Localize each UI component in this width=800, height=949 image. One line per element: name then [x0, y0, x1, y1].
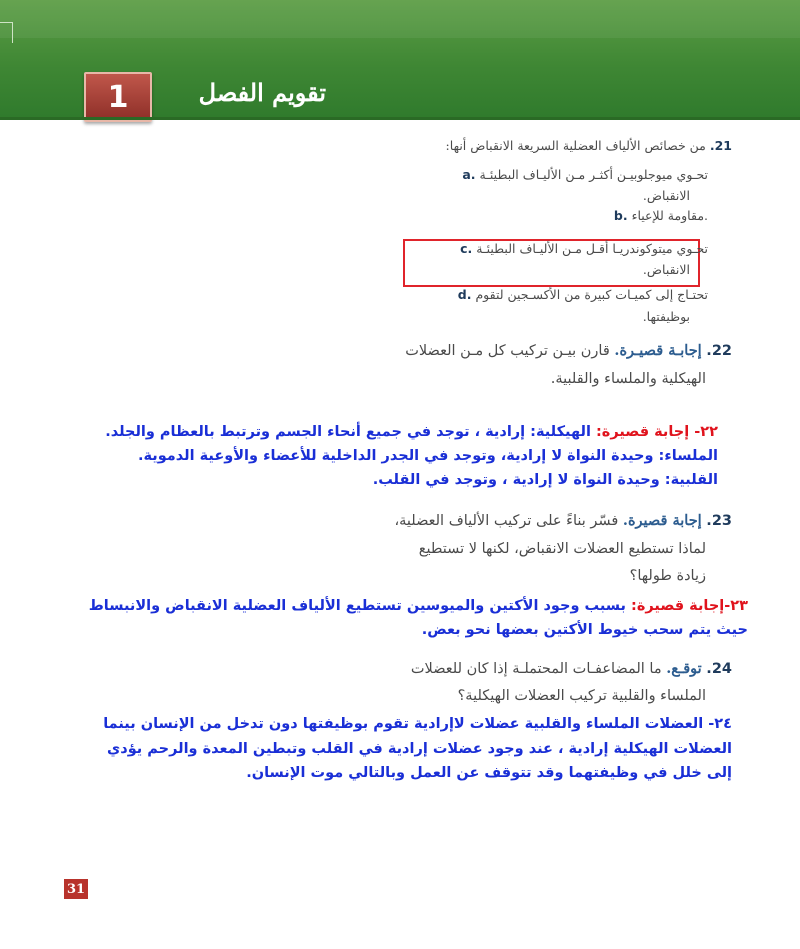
q21-option-c	[460, 241, 708, 256]
q21-option-a	[462, 167, 708, 182]
q24-lead: توقـع.	[666, 660, 702, 677]
chapter-header-band	[0, 0, 800, 120]
a23-label: ٢٣-إجابة قصيرة:	[631, 598, 748, 614]
q21-option-b	[614, 208, 708, 223]
a23-line-1	[89, 598, 748, 614]
chapter-number-badge: 1	[84, 72, 152, 122]
a24-line-2: العضلات الهيكلية إرادية ، عند وجود عضلات إرادية في القلب وتبطين المعدة والرحم يؤدي	[106, 741, 732, 757]
a22-text: الهيكلية: إرادية ، توجد في جميع أنحاء الجسم وترتبط بالعظام والجلد.	[105, 424, 591, 440]
a23-line-2: حيث يتم سحب خيوط الأكتين بعضها نحو بعض.	[421, 622, 748, 638]
option-text: تحـوي ميتوكوندريـا أقـل مـن الأليـاف البطيئـة	[476, 241, 708, 256]
q23-lead: إجابة قصيرة.	[622, 512, 702, 529]
q22-lead: إجابـة قصيـرة.	[614, 342, 702, 359]
option-letter: d.	[457, 287, 472, 302]
q23-line-3: زيادة طولها؟	[629, 568, 706, 584]
q21-stem-line	[446, 138, 732, 153]
a22-label: ٢٢- إجابة قصيرة:	[596, 424, 718, 440]
q22-line-2: الهيكلية والملساء والقلبية.	[550, 371, 706, 387]
option-letter: c.	[460, 241, 473, 256]
crop-mark	[0, 22, 13, 43]
chapter-title: تقويم الفصل	[198, 78, 326, 107]
q21-option-d-cont: بوظيفتها.	[642, 309, 690, 324]
q21-stem: من خصائص الألياف العضلية السريعة الانقباض أنها:	[445, 138, 706, 153]
q23-line-2: لماذا تستطيع العضلات الانقباض، لكنها لا تستطيع	[418, 541, 706, 557]
a24-line-3: إلى خلل في وظيفتهما وقد تتوقف عن العمل وبالتالي موت الإنسان.	[246, 765, 732, 781]
q22-text: قارن بيـن تركيب كل مـن العضلات	[405, 343, 610, 359]
option-text: تحتـاج إلى كميـات كبيرة من الأكسـجين لتقوم	[475, 287, 708, 302]
option-letter: a.	[462, 167, 476, 182]
q22-number: 22.	[706, 343, 732, 359]
q22-line-1	[405, 342, 732, 359]
a22-line-3: القلبية: وحيدة النواة لا إرادية ، وتوجد في القلب.	[372, 472, 718, 488]
q24-line-1	[411, 660, 732, 677]
option-letter: b.	[613, 208, 628, 223]
a24-line-1: ٢٤- العضلات الملساء والقلبية عضلات لاإرادية تقوم بوظيفتها دون تدخل من الإنسان بينما	[103, 716, 732, 732]
option-text: مقاومة للإعياء.	[631, 208, 708, 223]
a23-text: بسبب وجود الأكتين والميوسين تستطيع الألياف العضلية الانقباض والانبساط	[88, 598, 626, 614]
q21-option-c-cont: الانقباض.	[642, 262, 690, 277]
q21-number: 21.	[709, 138, 732, 153]
a22-line-1	[105, 424, 718, 440]
q23-text: فسّر بناءً على تركيب الألياف العضلية،	[394, 513, 619, 529]
option-text: تحـوي ميوجلوبيـن أكثـر مـن الأليـاف البطيئـة	[479, 167, 708, 182]
a22-line-2: الملساء: وحيدة النواة لا إرادية، وتوجد في الجدر الداخلية للأعضاء والأوعية الدموية.	[137, 448, 718, 464]
q24-number: 24.	[706, 661, 732, 677]
q21-option-d	[458, 287, 708, 302]
q21-option-a-cont: الانقباض.	[642, 188, 690, 203]
q24-text: ما المضاعفـات المحتملـة إذا كان للعضلات	[410, 661, 662, 677]
q23-line-1	[394, 512, 732, 529]
page-number: 31	[64, 879, 88, 899]
q23-number: 23.	[706, 513, 732, 529]
q24-line-2: الملساء والقلبية تركيب العضلات الهيكلية؟	[457, 688, 706, 704]
